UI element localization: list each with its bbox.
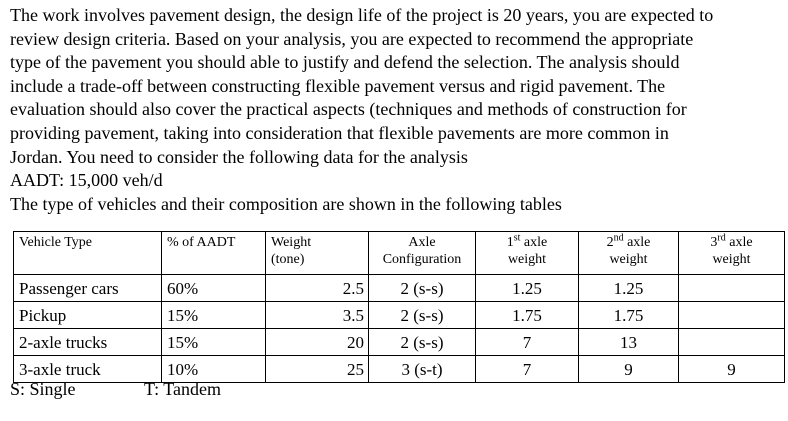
cell-axle-configuration: 2 (s-s): [369, 329, 476, 356]
cell-vehicle-type: Pickup: [14, 302, 162, 329]
table-row: [14, 329, 785, 356]
cell-second-axle-weight: 13: [579, 329, 679, 356]
cell-weight: 20: [266, 329, 369, 356]
statement-line: Jordan. You need to consider the following data for the analysis: [10, 146, 468, 167]
cell-third-axle-weight: [679, 275, 785, 302]
cell-first-axle-weight: 7: [476, 329, 579, 356]
cell-axle-configuration: 2 (s-s): [369, 275, 476, 302]
statement-line: The work involves pavement design, the design life of the project is 20 years, you are expected to: [10, 5, 714, 25]
statement-line: type of the pavement you should able to justify and defend the selection. The analysis should: [10, 52, 680, 73]
problem-statement: [10, 4, 786, 216]
table-row: [14, 302, 785, 329]
aadt-line: AADT: 15,000 veh/d: [10, 170, 163, 191]
cell-pct-aadt: 15%: [162, 302, 266, 329]
header-third-axle-weight: 3rd axle weight: [679, 232, 785, 275]
cell-pct-aadt: 60%: [162, 275, 266, 302]
cell-axle-configuration: 2 (s-s): [369, 302, 476, 329]
cell-third-axle-weight: [679, 329, 785, 356]
cell-weight: 2.5: [266, 275, 369, 302]
cell-vehicle-type: Passenger cars: [14, 275, 162, 302]
header-pct-aadt: % of AADT: [162, 232, 266, 275]
statement-line: include a trade-off between constructing flexible pavement versus and rigid pavement. The: [10, 75, 666, 96]
table-row: [14, 356, 785, 383]
cell-first-axle-weight: 1.25: [476, 275, 579, 302]
vehicle-composition-table: [13, 231, 785, 383]
header-vehicle-type: Vehicle Type: [14, 232, 162, 275]
cell-vehicle-type: 3-axle truck: [14, 356, 162, 383]
cell-weight: 3.5: [266, 302, 369, 329]
cell-pct-aadt: 15%: [162, 329, 266, 356]
legend-single: S: Single: [10, 379, 76, 399]
cell-second-axle-weight: 9: [579, 356, 679, 383]
cell-axle-configuration: 3 (s-t): [369, 356, 476, 383]
header-first-axle-weight: 1st axle weight: [476, 232, 579, 275]
cell-third-axle-weight: [679, 302, 785, 329]
cell-weight: 25: [266, 356, 369, 383]
cell-third-axle-weight: 9: [679, 356, 785, 383]
table-header-row: [14, 232, 785, 275]
table-row: [14, 275, 785, 302]
cell-second-axle-weight: 1.75: [579, 302, 679, 329]
cell-vehicle-type: 2-axle trucks: [14, 329, 162, 356]
legend-tandem: T: Tandem: [144, 379, 221, 399]
cell-pct-aadt: 10%: [162, 356, 266, 383]
cell-first-axle-weight: 1.75: [476, 302, 579, 329]
statement-line: evaluation should also cover the practical aspects (techniques and methods of construction for: [10, 99, 687, 120]
cell-first-axle-weight: 7: [476, 356, 579, 383]
cell-second-axle-weight: 1.25: [579, 275, 679, 302]
table-intro-line: The type of vehicles and their composition are shown in the following tables: [10, 193, 562, 214]
statement-line: review design criteria. Based on your analysis, you are expected to recommend the appropriate: [10, 28, 694, 49]
statement-line: providing pavement, taking into consideration that flexible pavements are more common in: [10, 122, 669, 143]
header-second-axle-weight: 2nd axle weight: [579, 232, 679, 275]
header-weight: Weight (tone): [266, 232, 369, 275]
header-axle-configuration: Axle Configuration: [369, 232, 476, 275]
